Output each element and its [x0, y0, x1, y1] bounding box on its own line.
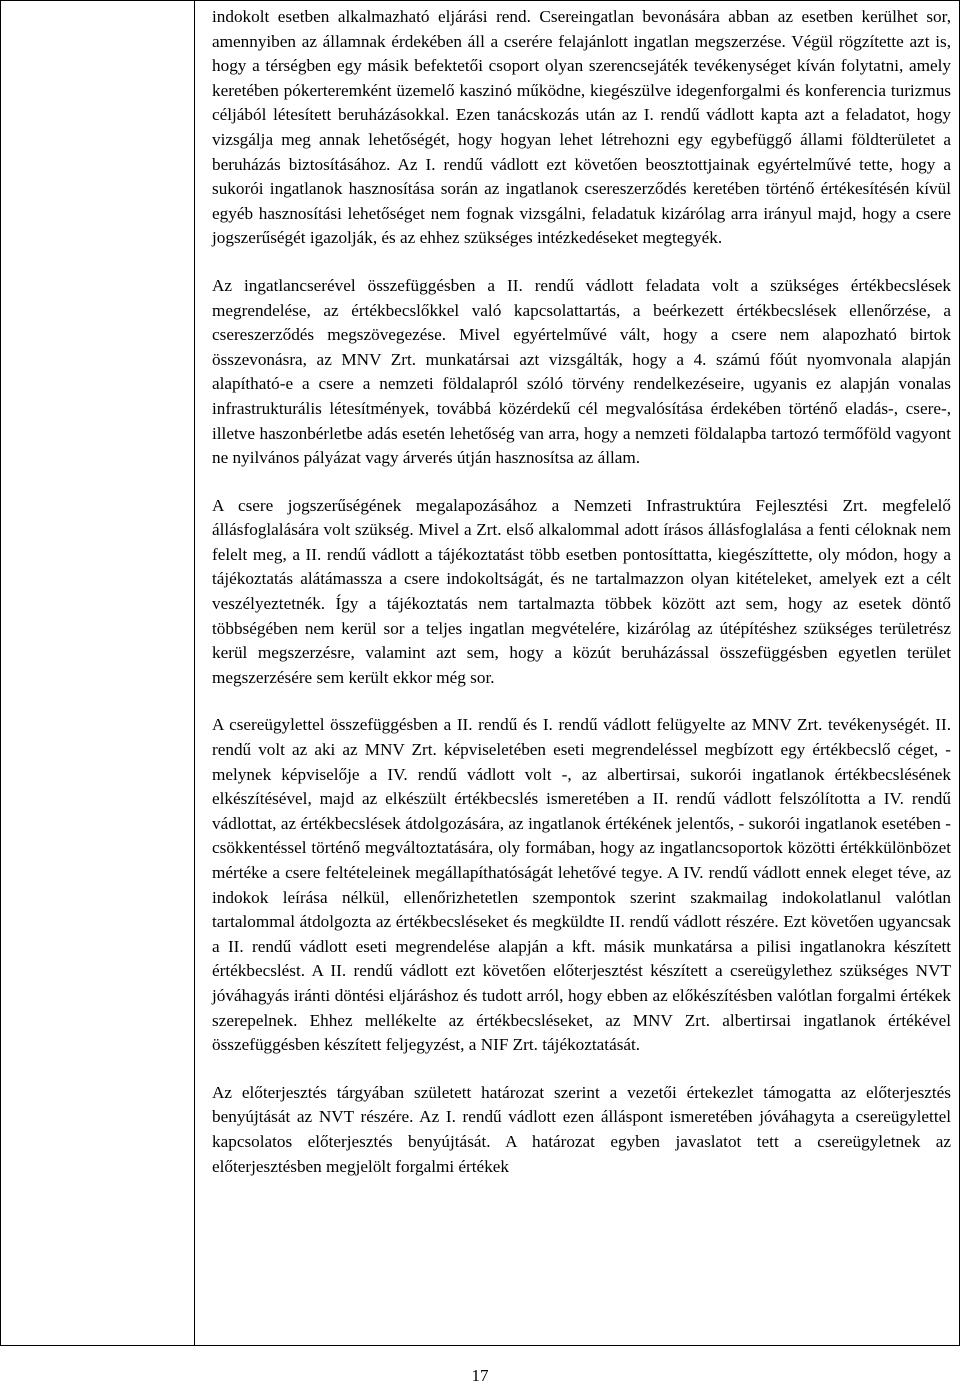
paragraph-4: A csereügylettel összefüggésben a II. rendű és I. rendű vádlott felügyelte az MNV Zrt. tevékenységét. II. rendű volt az aki az MNV Zrt. képviseletében eseti megrendeléssel megbízott egy értékbecslő céget, - melynek képviselője a IV. rendű vádlott volt -, az albertirsai, sukorói ingatlanok értékbecslésének elkészítésével, majd az elkészült értékbecslés ismeretében a II. rendű vádlott felszólította a IV. rendű vádlottat, az értékbecslések átdolgozására, az ingatlanok értékének jelentős, - sukorói ingatlanok esetében - csökkentéssel történő megváltoztatására, oly formában, hogy az ingatlancsoportok közötti értékkülönbözet mértéke a csere feltételeinek megállapíthatóságát lehetővé tegye. A IV. rendű vádlott ennek eleget téve, az indokok leírása nélkül, ellenőrizhetetlen szempontok szerint szakmailag indokolatlanul valótlan tartalommal átdolgozta az értékbecsléseket és megküldte II. rendű vádlott részére. Ezt követően ugyancsak a II. rendű vádlott eseti megrendelése alapján a kft. másik munkatársa a pilisi ingatlanokra készített értékbecslést. A II. rendű vádlott ezt követően előterjesztést készített a csereügylethez szükséges NVT jóváhagyás iránti döntési eljáráshoz és tudott arról, hogy ebben az előkészítésben valótlan forgalmi értékek szerepelnek. Ehhez mellékelte az értékbecsléseket, az MNV Zrt. albertirsai ingatlanok értékével összefüggésben készített feljegyzést, a NIF Zrt. tájékoztatását.: [212, 715, 951, 1055]
paragraph-3: A csere jogszerűségének megalapozásához a Nemzeti Infrastruktúra Fejlesztési Zrt. megfelelő állásfoglalására volt szükség. Mivel a Zrt. első alkalommal adott írásos állásfoglalása a fenti céloknak nem felelt meg, a II. rendű vádlott a tájékoztatást több esetben pontosíttatta, kiegészíttette, oly módon, hogy a tájékoztatás alátámassza a csere indokoltságát, és ne tartalmazzon olyan kitételeket, amelyek ezt a célt veszélyeztetnék. Így a tájékoztatás nem tartalmazta többek között azt sem, hogy az esetek döntő többségében nem kerül sor a teljes ingatlan megvételére, kizárólag az útépítéshez szükséges területrész kerül megszerzésre, valamint azt sem, hogy a közút beruházással összefüggésben egyetlen terület megszerzésére sem került ekkor még sor.: [212, 495, 951, 687]
left-column-cell: [1, 1, 195, 1346]
text-content: [195, 1, 959, 1179]
paragraph-5: Az előterjesztés tárgyában született határozat szerint a vezetői értekezlet támogatta az előterjesztés benyújtását az NVT részére. Az I. rendű vádlott ezen álláspont ismeretében jóváhagyta a csereügylettel kapcsolatos előterjesztés benyújtását. A határozat egyben javaslatot tett a csereügyletnek az előterjesztésben megjelölt forgalmi értékek: [212, 1082, 951, 1176]
text-column-cell: [195, 1, 960, 1346]
paragraph-2: Az ingatlancserével összefüggésben a II. rendű vádlott feladata volt a szükséges értékbecslések megrendelése, az értékbecslőkkel való kapcsolattartás, a beérkezett értékbecslések ellenőrzése, a csereszerződés megszövegezése. Mivel egyértelművé vált, hogy a csere nem alapozható birtok összevonásra, az MNV Zrt. munkatársai azt vizsgálták, hogy a 4. számú főút nyomvonala alapján alapítható-e a csere a nemzeti földalapról szóló törvény rendelkezéseire, ugyanis ez alapján vonalas infrastrukturális létesítmények, továbbá közérdekű cél megvalósítása érdekében történő eladás-, csere-, illetve haszonbérletbe adás esetén lehetőség van arra, hogy a nemzeti földalapba tartozó termőföld vagyont ne nyilvános pályázat vagy árverés útján hasznosítsa az állam.: [212, 275, 951, 468]
page-number: 17: [471, 1366, 489, 1385]
table-row: [1, 1, 960, 1346]
paragraph-1: indokolt esetben alkalmazható eljárási rend. Csereingatlan bevonására abban az esetben kerülhet sor, amennyiben az államnak érdekében áll a cserére felajánlott ingatlan megszerzése. Végül rögzítette azt is, hogy a térségben egy másik befektetői csoport olyan szerencsejáték tevékenységet kíván folytatni, amely keretében pókerteremként üzemelő kaszinó működne, kiegészülve idegenforgalmi és konferencia turizmus céljából létesített beruházásokkal. Ezen tanácskozás után az I. rendű vádlott kapta azt a feladatot, hogy vizsgálja meg annak lehetőségét, hogy hogyan lehet létrehozni egy egybefüggő állami földterületet a beruházás biztosításához. Az I. rendű vádlott ezt követően beosztottjainak egyértelművé tette, hogy a sukorói ingatlanok hasznosítása során az ingatlanok csereszerződés keretében történő értékesítésén kívül egyéb hasznosítási lehetőséget nem fognak vizsgálni, feladatuk kizárólag arra irányul majd, hogy a csere jogszerűségét igazolják, és az ehhez szükséges intézkedéseket megtegyék.: [212, 7, 951, 248]
